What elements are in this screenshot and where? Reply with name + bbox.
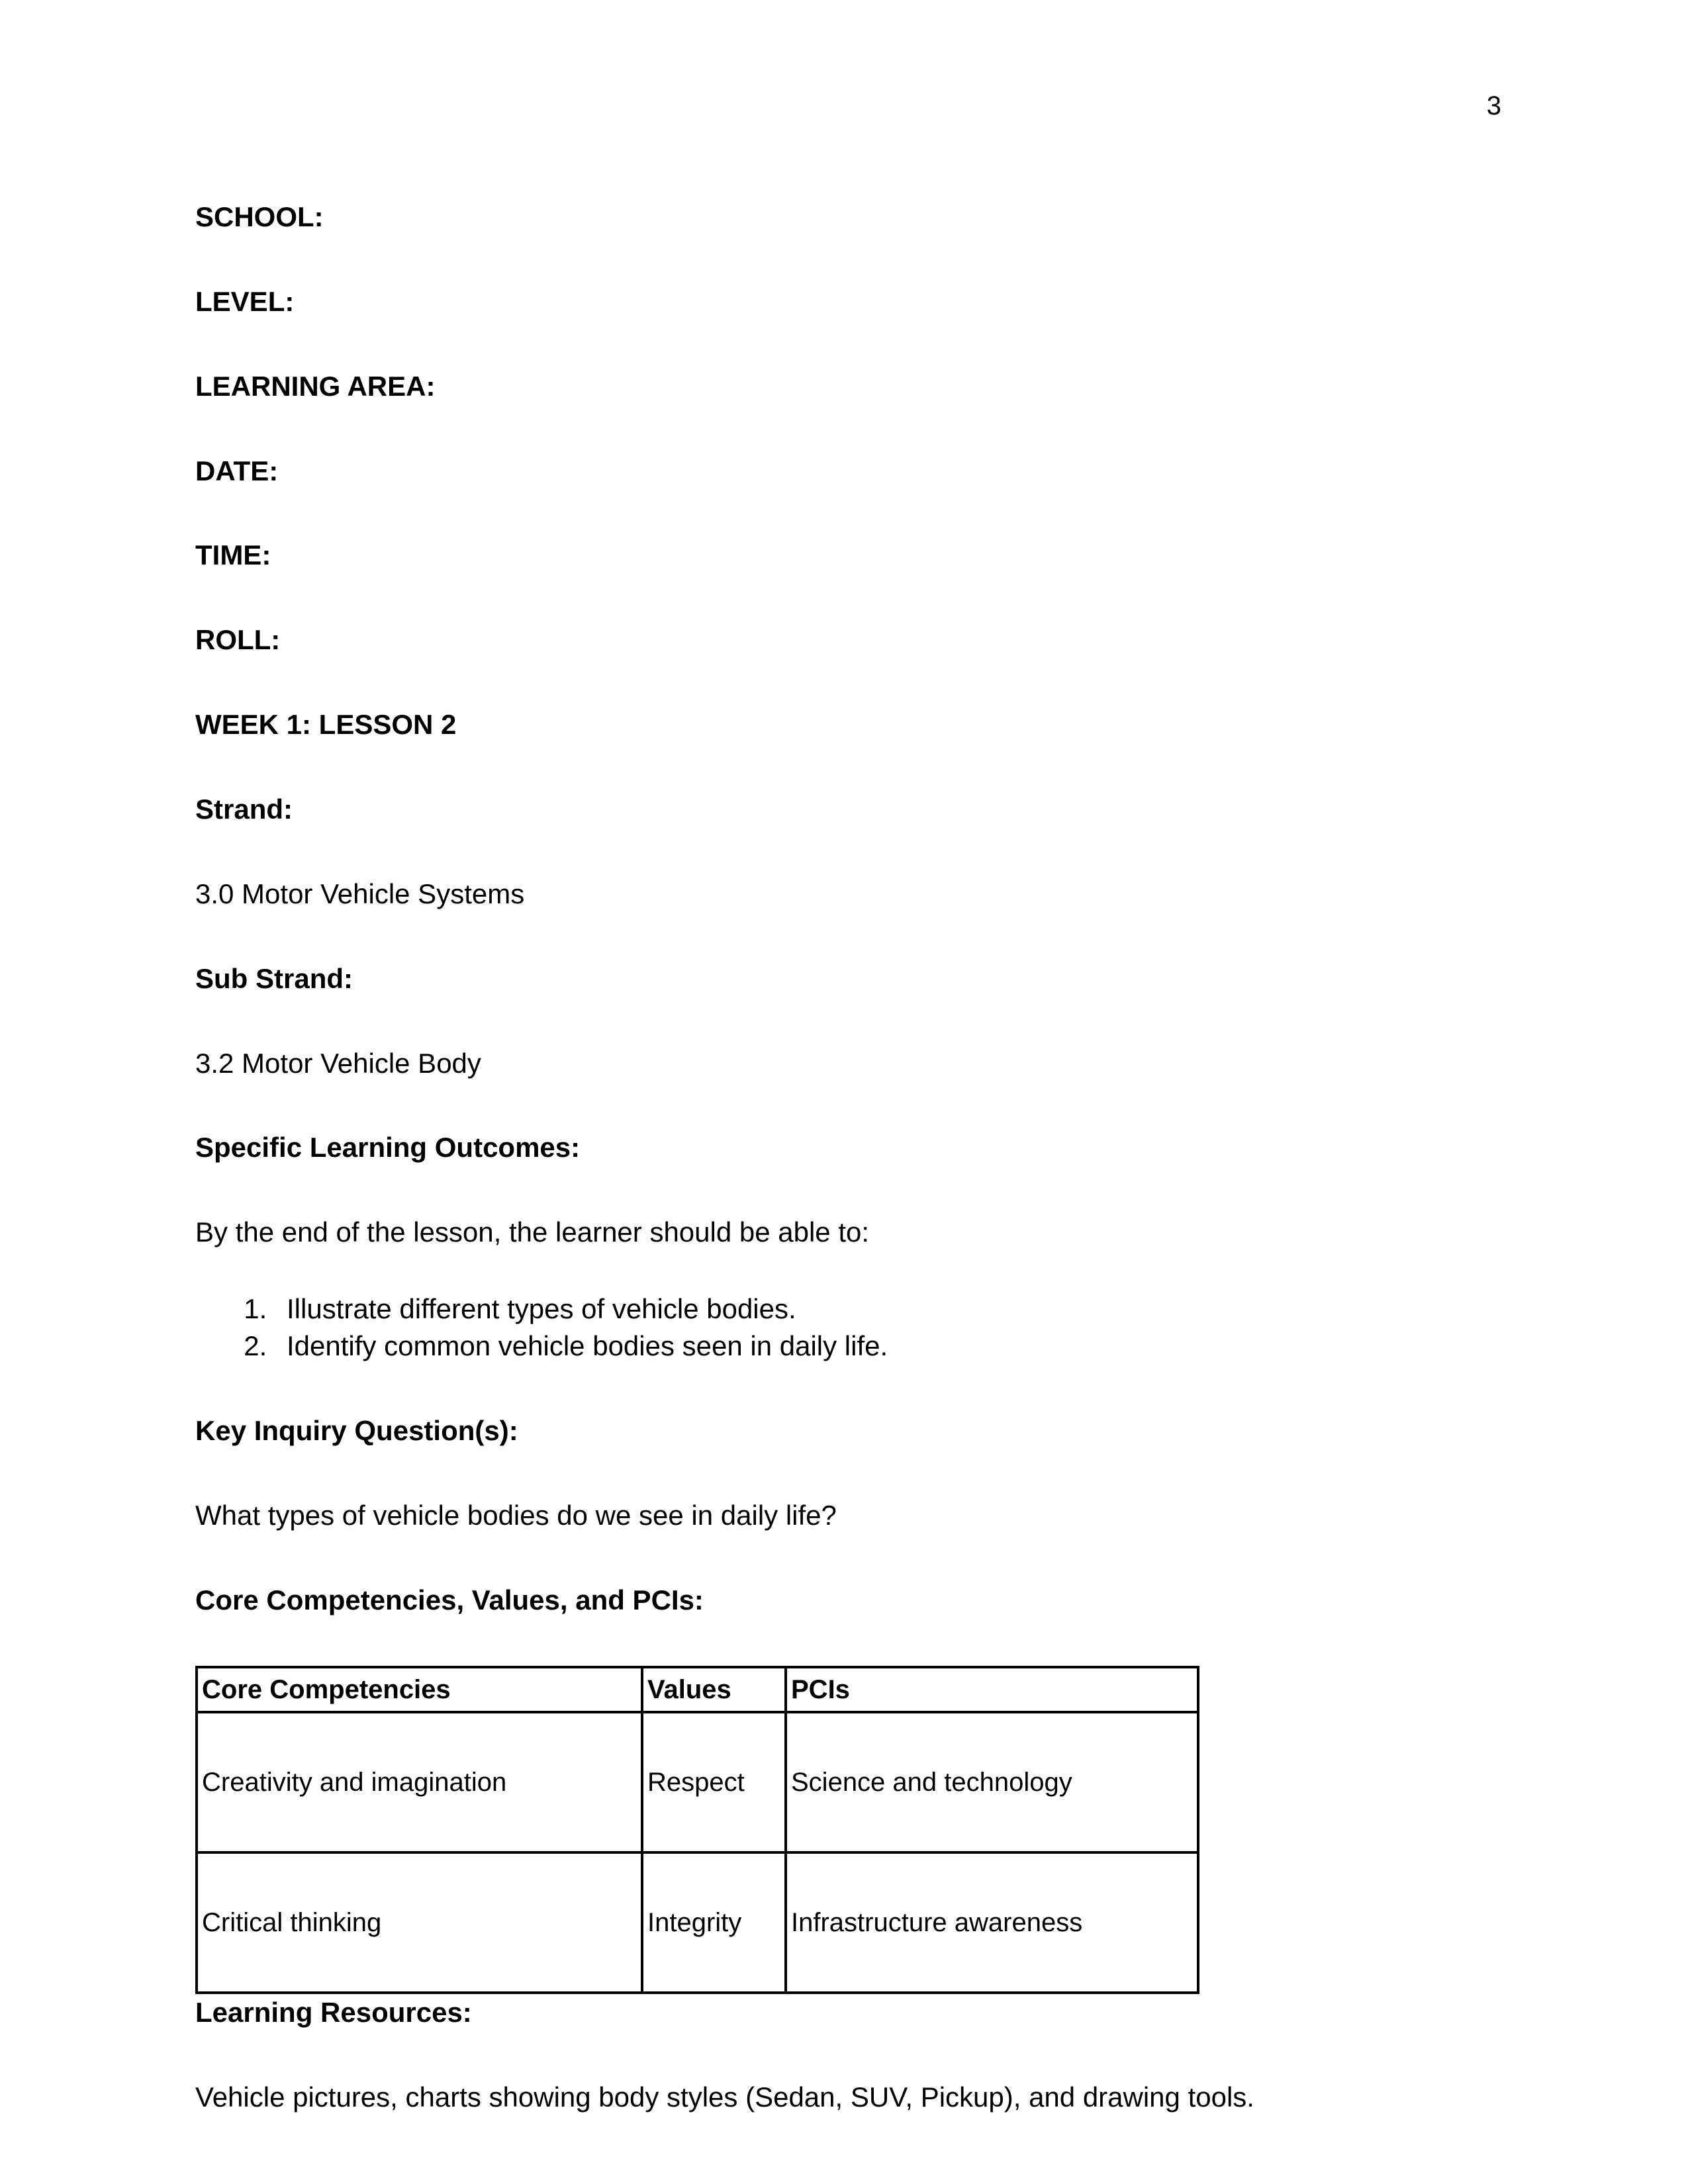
learning-resources-label: Learning Resources: — [195, 1997, 472, 2028]
field-learning-area: LEARNING AREA: — [195, 370, 436, 402]
field-time: TIME: — [195, 539, 271, 571]
table-header-pcis: PCIs — [786, 1667, 1198, 1712]
table-cell-value: Integrity — [642, 1852, 786, 1993]
core-competencies-table — [195, 1666, 1199, 1994]
core-competencies-label: Core Competencies, Values, and PCIs: — [195, 1584, 704, 1615]
lesson-title: WEEK 1: LESSON 2 — [195, 709, 457, 741]
key-inquiry-value: What types of vehicle bodies do we see in daily life? — [195, 1499, 837, 1531]
field-date: DATE: — [195, 455, 279, 486]
outcomes-list — [195, 1291, 1493, 1365]
table-cell-competency: Critical thinking — [197, 1852, 642, 1993]
field-roll: ROLL: — [195, 624, 281, 656]
specific-learning-outcomes-label: Specific Learning Outcomes: — [195, 1132, 581, 1163]
sub-strand-value: 3.2 Motor Vehicle Body — [195, 1047, 481, 1079]
field-level: LEVEL: — [195, 285, 295, 317]
table-header-values: Values — [642, 1667, 786, 1712]
strand-label: Strand: — [195, 794, 293, 825]
table-row — [197, 1852, 1198, 1993]
field-school: SCHOOL: — [195, 201, 324, 232]
document-content — [195, 199, 1493, 2116]
table-row — [197, 1712, 1198, 1852]
table-cell-pci: Infrastructure awareness — [786, 1852, 1198, 1993]
table-cell-competency: Creativity and imagination — [197, 1712, 642, 1852]
table-header-row — [197, 1667, 1198, 1712]
key-inquiry-label: Key Inquiry Question(s): — [195, 1414, 518, 1446]
table-cell-value: Respect — [642, 1712, 786, 1852]
table-cell-pci: Science and technology — [786, 1712, 1198, 1852]
table-header-core-competencies: Core Competencies — [197, 1667, 642, 1712]
page-number: 3 — [1486, 91, 1501, 120]
strand-value: 3.0 Motor Vehicle Systems — [195, 878, 525, 909]
outcomes-intro: By the end of the lesson, the learner should be able to: — [195, 1216, 870, 1248]
list-item: 2. Identify common vehicle bodies seen in daily life. — [275, 1328, 1493, 1365]
sub-strand-label: Sub Strand: — [195, 962, 353, 994]
list-item: 1. Illustrate different types of vehicle bodies. — [275, 1291, 1493, 1328]
learning-resources-value: Vehicle pictures, charts showing body styles (Sedan, SUV, Pickup), and drawing tools. — [195, 2081, 1254, 2113]
